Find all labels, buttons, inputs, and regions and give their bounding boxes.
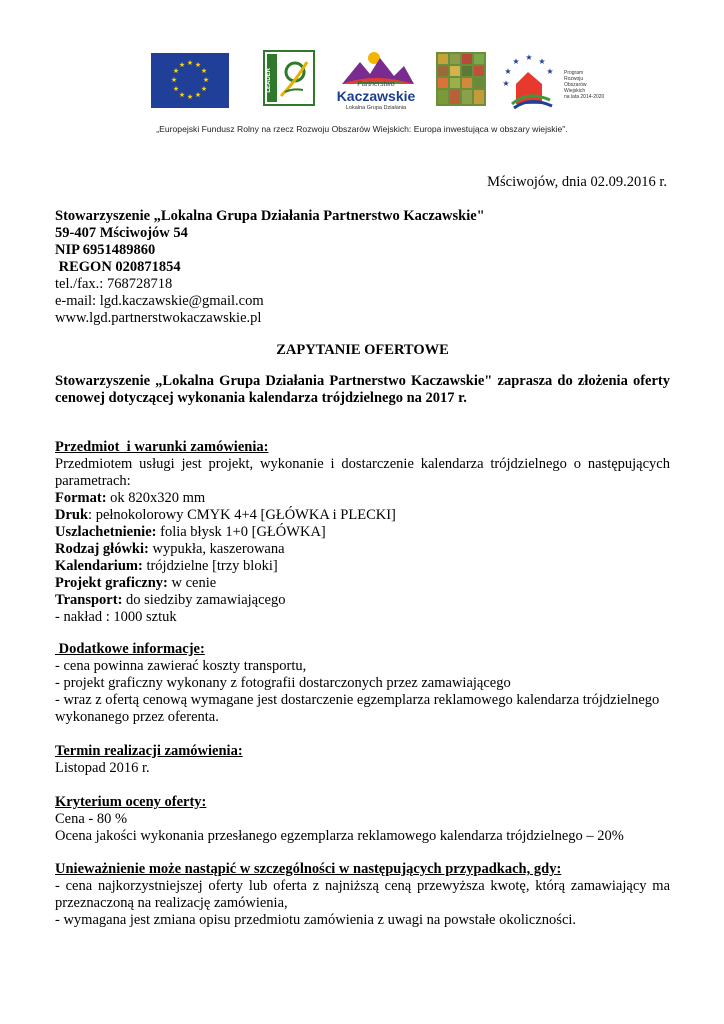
section-uniewaznienie [55,861,670,929]
prow-logo-line4: Wiejskich [564,88,586,94]
section-kryterium [55,794,670,845]
dodatkowe-line: - wraz z ofertą cenową wymagane jest dostarczenie egzemplarza reklamowego kalendarza trójdzielnego wykonanego przez oferenta. [55,692,660,725]
spec-value: wypukła, kaszerowana [148,541,285,557]
eu-fund-tagline: „Europejski Fundusz Rolny na rzecz Rozwoju Obszarów Wiejskich: Europa inwestująca w obszary wiejskie". [156,124,568,134]
section-dodatkowe [55,641,670,726]
address-email: e-mail: lgd.kaczawskie@gmail.com [55,293,264,309]
pk-logo-line2: Kaczawskie [336,88,416,104]
dodatkowe-line: - cena powinna zawierać koszty transportu, [55,658,307,674]
spec-item [55,524,670,541]
address-org: Stowarzyszenie „Lokalna Grupa Działania Partnerstwo Kaczawskie" [55,208,485,224]
intro-paragraph: Stowarzyszenie „Lokalna Grupa Działania Partnerstwo Kaczawskie" zaprasza do złożenia oferty cenowej dotyczącej wykonania kalendarza trójdzielnego na 2017 r. [55,373,670,406]
prow-logo-line2: Rozwoju [564,76,584,82]
svg-text:★: ★ [186,93,194,101]
spec-item [55,592,670,609]
spec-item [55,575,670,592]
kryterium-heading: Kryterium oceny oferty: [55,794,207,810]
svg-text:★: ★ [525,53,533,62]
leader-logo-text: LEADER [266,68,272,93]
lgd-mosaic-logo [436,52,486,106]
uniewaznienie-heading: Unieważnienie może nastąpić w szczególności w następujących przypadkach, gdy: [55,861,562,877]
spec-value: w cenie [167,575,217,591]
address-nip: NIP 6951489860 [55,242,156,258]
svg-text:★: ★ [504,67,512,76]
svg-text:★: ★ [200,67,208,75]
przedmiot-heading: Przedmiot i warunki zamówienia: [55,439,269,455]
spec-label: Format: [55,490,107,506]
address-street: 59-407 Mściwojów 54 [55,225,188,241]
document-title: ZAPYTANIE OFERTOWE [276,342,449,358]
svg-text:★: ★ [186,59,194,67]
svg-text:★: ★ [170,76,178,84]
svg-text:★: ★ [194,61,202,69]
przedmiot-description: Przedmiotem usługi jest projekt, wykonanie i dostarczenie kalendarza trójdzielnego o następujących parametrach: [55,456,670,489]
sender-address [55,208,670,327]
spec-item [55,490,670,507]
spec-label: Projekt graficzny: [55,575,168,591]
svg-text:★: ★ [512,57,520,66]
prow-logo [498,48,618,114]
prow-logo-line1: Program [564,70,584,76]
prow-logo-line3: Obszarów [564,82,587,88]
spec-label: Druk [55,507,89,523]
uniewaznienie-line: - wymagana jest zmiana opisu przedmiotu zamówienia z uwagi na powstałe okoliczności. [55,912,577,928]
leader-logo [263,50,315,106]
prow-emblem-icon [498,50,560,112]
spec-value: do siedziby zamawiającego [122,592,286,608]
svg-text:★: ★ [202,76,210,84]
svg-text:★: ★ [172,85,180,93]
prow-logo-line5: na lata 2014-2020 [564,94,605,100]
spec-label: Kalendarium: [55,558,143,574]
svg-text:★: ★ [546,67,554,76]
address-tel: tel./fax.: 768728718 [55,276,173,292]
svg-text:★: ★ [172,67,180,75]
partnerstwo-kaczawskie-logo [334,48,418,114]
spec-label: Rodzaj główki: [55,541,149,557]
spec-list [55,490,670,609]
section-przedmiot [55,439,670,626]
svg-text:★: ★ [178,91,186,99]
spec-value: trójdzielne [trzy bloki] [142,558,278,574]
spec-value: ok 820x320 mm [106,490,206,506]
svg-text:★: ★ [194,91,202,99]
spec-label: Uszlachetnienie: [55,524,157,540]
spec-item [55,558,670,575]
termin-heading: Termin realizacji zamówienia: [55,743,243,759]
spec-value: folia błysk 1+0 [GŁÓWKA] [156,524,326,540]
dodatkowe-heading: Dodatkowe informacje: [55,641,205,657]
spec-label: Transport: [55,592,123,608]
letter-date: Mściwojów, dnia 02.09.2016 r. [487,174,667,190]
pk-logo-line3: Lokalna Grupa Działania [345,105,407,111]
dodatkowe-line: - projekt graficzny wykonany z fotografii dostarczonych przez zamawiającego [55,675,511,691]
leader-emblem-icon [265,52,313,104]
przedmiot-naklad: - nakład : 1000 sztuk [55,609,177,625]
uniewaznienie-line: - cena najkorzystniejszej oferty lub oferta z najniższą ceną przewyższa kwotę, którą zamawiający ma przeznaczoną na realizację zamówienia, [55,878,670,911]
address-www: www.lgd.partnerstwokaczawskie.pl [55,310,262,326]
spec-item [55,507,670,524]
address-regon: REGON 020871854 [55,259,181,275]
svg-text:★: ★ [200,85,208,93]
eu-flag-logo [151,53,229,108]
svg-text:★: ★ [538,57,546,66]
svg-text:★: ★ [178,61,186,69]
section-termin [55,743,670,777]
logo-row [0,48,724,114]
spec-item [55,541,670,558]
termin-value: Listopad 2016 r. [55,760,150,776]
spec-value: : pełnokolorowy CMYK 4+4 [GŁÓWKA i PLECKI] [88,507,396,523]
kryterium-line: Cena - 80 % [55,811,128,827]
kryterium-line: Ocena jakości wykonania przesłanego egzemplarza reklamowego kalendarza trójdzielnego – 20% [55,828,624,844]
svg-text:★: ★ [502,79,510,88]
pk-logo-line1: Partnerstwo [357,81,395,88]
